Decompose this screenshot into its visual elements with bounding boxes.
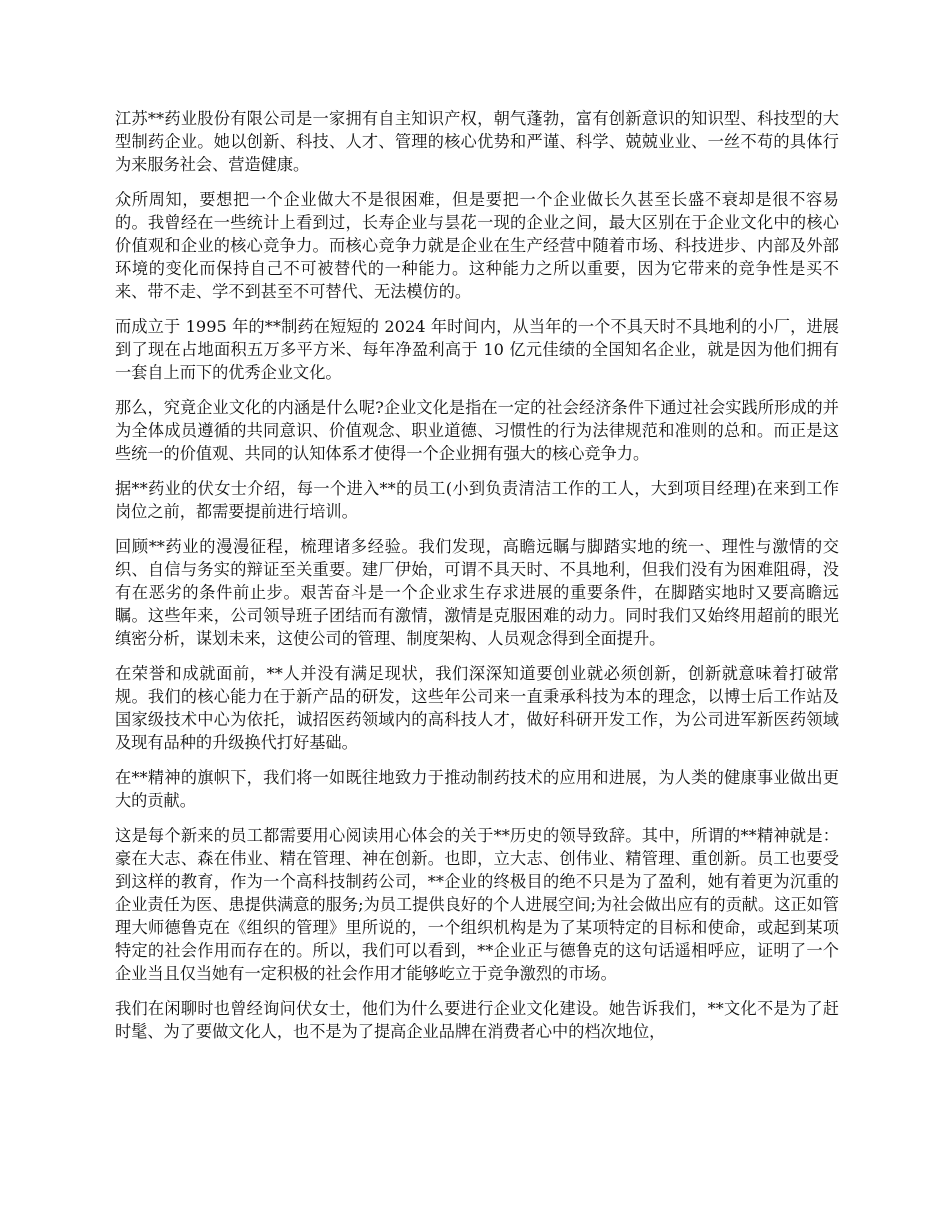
- paragraph: 在**精神的旗帜下，我们将一如既往地致力于推动制药技术的应用和进展，为人类的健康事业做出更大的贡献。: [115, 768, 839, 810]
- paragraph: 众所周知，要想把一个企业做大不是很困难，但是要把一个企业做长久甚至长盛不衰却是很不容易的。我曾经在一些统计上看到过，长寿企业与昙花一现的企业之间，最大区别在于企业文化中的核心价值观和企业的核心竞争力。而核心竞争力就是企业在生产经营中随着市场、科技进步、内部及外部环境的变化而保持自己不可被替代的一种能力。这种能力之所以重要，因为它带来的竞争性是买不来、带不走、学不到甚至不可替代、无法模仿的。: [115, 190, 839, 301]
- paragraph: 而成立于 1995 年的**制药在短短的 2024 年时间内，从当年的一个不具天时不具地利的小厂，进展到了现在占地面积五万多平方米、每年净盈利高于 10 亿元佳绩的全国知名企业，就是因为他们拥有一套自上而下的优秀企业文化。: [115, 317, 839, 382]
- paragraph: 回顾**药业的漫漫征程，梳理诸多经验。我们发现，高瞻远瞩与脚踏实地的统一、理性与激情的交织、自信与务实的辩证至关重要。建厂伊始，可谓不具天时、不具地利，但我们没有为困难阻碍，没有在恶劣的条件前止步。艰苦奋斗是一个企业求生存求进展的重要条件，在脚踏实地时又要高瞻远瞩。这些年来，公司领导班子团结而有激情，激情是克服困难的动力。同时我们又始终用超前的眼光缜密分析，谋划未来，这使公司的管理、制度架构、人员观念得到全面提升。: [115, 537, 839, 648]
- paragraph: 据**药业的伏女士介绍，每一个进入**的员工(小到负责清洁工作的工人，大到项目经理)在来到工作岗位之前，都需要提前进行培训。: [115, 479, 839, 521]
- paragraph: 这是每个新来的员工都需要用心阅读用心体会的关于**历史的领导致辞。其中，所谓的**精神就是：豪在大志、森在伟业、精在管理、神在创新。也即，立大志、创伟业、精管理、重创新。员工也要受到这样的教育，作为一个高科技制药公司，**企业的终极目的绝不只是为了盈利，她有着更为沉重的企业责任为医、患提供满意的服务;为员工提供良好的个人进展空间;为社会做出应有的贡献。这正如管理大师德鲁克在《组织的管理》里所说的，一个组织机构是为了某项特定的目标和使命，或起到某项特定的社会作用而存在的。所以，我们可以看到，**企业正与德鲁克的这句话遥相呼应，证明了一个企业当且仅当她有一定积极的社会作用才能够屹立于竞争激烈的市场。: [115, 826, 839, 983]
- paragraph: 在荣誉和成就面前，**人并没有满足现状，我们深深知道要创业就必须创新，创新就意味着打破常规。我们的核心能力在于新产品的研发，这些年公司来一直秉承科技为本的理念，以博士后工作站及国家级技术中心为依托，诚招医药领域内的高科技人才，做好科研开发工作，为公司进军新医药领域及现有品种的升级换代打好基础。: [115, 664, 839, 752]
- document-body: [115, 107, 839, 1055]
- paragraph: 江苏**药业股份有限公司是一家拥有自主知识产权，朝气蓬勃，富有创新意识的知识型、科技型的大型制药企业。她以创新、科技、人才、管理的核心优势和严谨、科学、兢兢业业、一丝不苟的具体行为来服务社会、营造健康。: [115, 109, 839, 174]
- paragraph: 那么，究竟企业文化的内涵是什么呢?企业文化是指在一定的社会经济条件下通过社会实践所形成的并为全体成员遵循的共同意识、价值观念、职业道德、习惯性的行为法律规范和准则的总和。而正是这些统一的价值观、共同的认知体系才使得一个企业拥有强大的核心竞争力。: [115, 398, 839, 463]
- paragraph: 我们在闲聊时也曾经询问伏女士，他们为什么要进行企业文化建设。她告诉我们，**文化不是为了赶时髦、为了要做文化人，也不是为了提高企业品牌在消费者心中的档次地位，: [115, 999, 839, 1041]
